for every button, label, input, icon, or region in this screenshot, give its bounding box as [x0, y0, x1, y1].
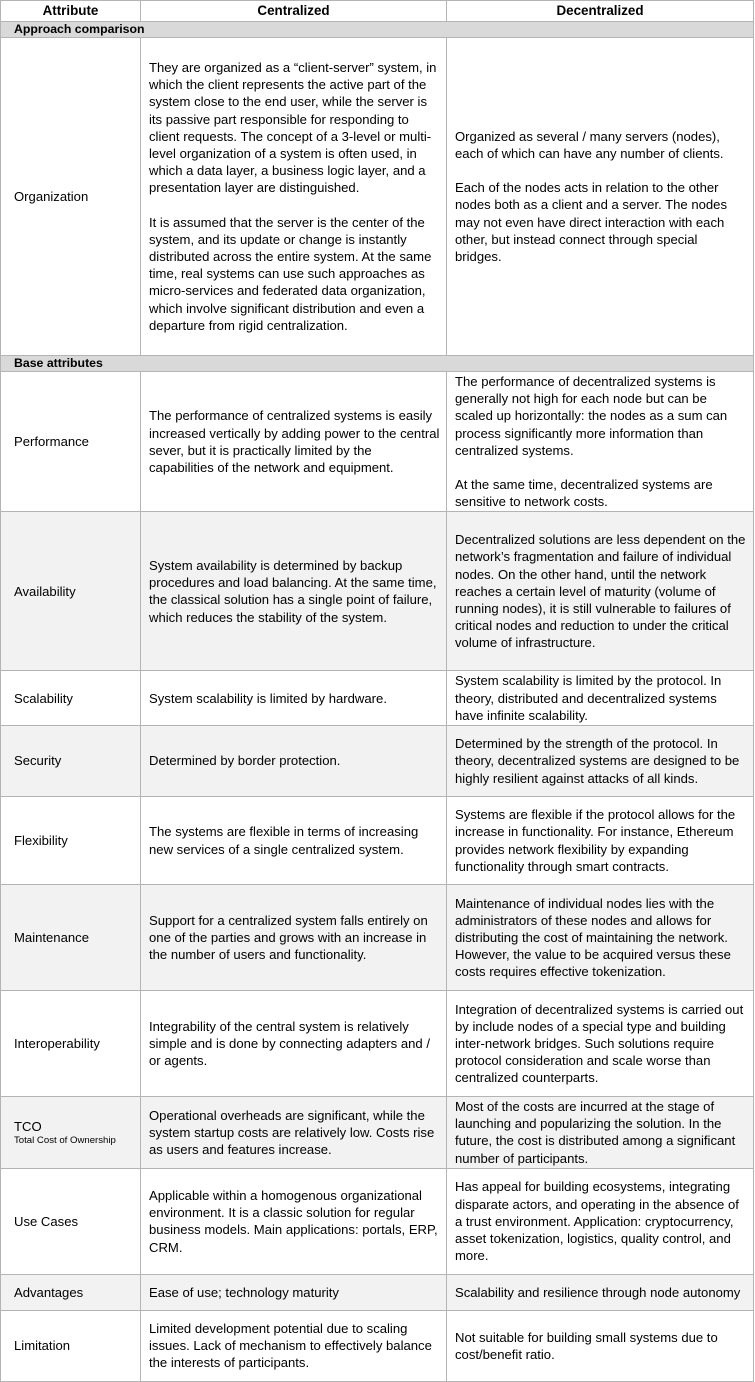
table-row-use-cases [1, 1168, 754, 1274]
centralized-cell: Limited development potential due to scaling issues. Lack of mechanism to effectively balance the interests of participants. [141, 1310, 447, 1381]
decentralized-paragraph: Organized as several / many servers (nodes), each of which can have any number of clients. [455, 128, 724, 161]
row-attribute: Scalability [1, 671, 141, 726]
decentralized-cell: Systems are flexible if the protocol allows for the increase in functionality. For instance, Ethereum provides network flexibility by expanding functionality through smart contracts. [447, 797, 754, 885]
section-title-base: Base attributes [1, 356, 754, 372]
centralized-cell: Integrability of the central system is relatively simple and is done by connecting adapters and / or agents. [141, 991, 447, 1097]
decentralized-cell: Integration of decentralized systems is carried out by include nodes of a special type and building inter-network bridges. Such solutions require protocol consideration and scale worse than centralized counterparts. [447, 991, 754, 1097]
centralized-cell: Ease of use; technology maturity [141, 1274, 447, 1310]
row-attribute: Maintenance [1, 885, 141, 991]
row-attribute-cell [1, 1097, 141, 1169]
centralized-cell: The performance of centralized systems is easily increased vertically by adding power to the central sever, but it is practically limited by the capabilities of the network and equipment. [141, 372, 447, 512]
table-row-advantages [1, 1274, 754, 1310]
section-title-approach: Approach comparison [1, 22, 754, 38]
row-attribute: Security [1, 726, 141, 797]
decentralized-cell: Scalability and resilience through node autonomy [447, 1274, 754, 1310]
centralized-cell: Support for a centralized system falls entirely on one of the parties and grows with an increase in the number of users and functionality. [141, 885, 447, 991]
decentralized-cell: Most of the costs are incurred at the stage of launching and popularizing the solution. In the future, the cost is distributed among a significant number of participants. [447, 1097, 754, 1169]
decentralized-cell [447, 38, 754, 356]
table-row-availability [1, 512, 754, 671]
row-attribute: Advantages [1, 1274, 141, 1310]
table-row-security [1, 726, 754, 797]
centralized-cell: System scalability is limited by hardware. [141, 671, 447, 726]
decentralized-cell: Not suitable for building small systems due to cost/benefit ratio. [447, 1310, 754, 1381]
decentralized-cell: Has appeal for building ecosystems, integrating disparate actors, and operating in the absence of a trust environment. Application: cryptocurrency, asset tokenization, logistics, quality control, and more. [447, 1168, 754, 1274]
row-attribute: Limitation [1, 1310, 141, 1381]
decentralized-paragraph: At the same time, decentralized systems are sensitive to network costs. [455, 477, 713, 510]
centralized-cell: The systems are flexible in terms of increasing new services of a single centralized system. [141, 797, 447, 885]
table-row-limitation [1, 1310, 754, 1381]
decentralized-paragraph: The performance of decentralized systems is generally not high for each node but can be scaled up horizontally: the nodes as a sum can process significantly more information than centralized systems. [455, 374, 728, 458]
table-row-tco [1, 1097, 754, 1169]
table-row-organization [1, 38, 754, 356]
section-row-approach [1, 22, 754, 38]
row-attribute: Performance [1, 372, 141, 512]
table-row-interoperability [1, 991, 754, 1097]
header-row [1, 1, 754, 22]
row-attribute: Availability [1, 512, 141, 671]
centralized-paragraph: They are organized as a “client-server” system, in which the client represents the active part of the system close to the end user, while the server is its passive part responsible for responding to client requests. The concept of a 3-level or multi-level organization of a system is often used, in which a data layer, a business logic layer, and a presentation layer are distinguished. [149, 59, 437, 196]
header-decentralized: Decentralized [447, 1, 754, 22]
header-attribute: Attribute [1, 1, 141, 22]
table-row-maintenance [1, 885, 754, 991]
centralized-paragraph: It is assumed that the server is the center of the system, and its update or change is instantly distributed across the entire system. At the same time, real systems can use such approaches as micro-services and federated data organization, which involve significant distribution and even a departure from rigid centralization. [149, 214, 432, 333]
decentralized-cell: System scalability is limited by the protocol. In theory, distributed and decentralized systems have infinite scalability. [447, 671, 754, 726]
centralized-cell: Determined by border protection. [141, 726, 447, 797]
row-attribute: Flexibility [1, 797, 141, 885]
table-row-flexibility [1, 797, 754, 885]
row-attribute: TCO [14, 1118, 42, 1134]
centralized-cell [141, 38, 447, 356]
centralized-cell: Operational overheads are significant, while the system startup costs are relatively low. Costs rise as users and features increase. [141, 1097, 447, 1169]
decentralized-cell: Decentralized solutions are less dependent on the network’s fragmentation and failure of individual nodes. On the other hand, until the network reaches a certain level of maturity (volume of running nodes), it is still vulnerable to failures of critical nodes and reduction to under the critical volume of infrastructure. [447, 512, 754, 671]
header-centralized: Centralized [141, 1, 447, 22]
row-attribute: Use Cases [1, 1168, 141, 1274]
row-attribute-subtitle: Total Cost of Ownership [14, 1135, 116, 1147]
table-row-scalability [1, 671, 754, 726]
decentralized-cell: Determined by the strength of the protocol. In theory, decentralized systems are designed to be highly resilient against attacks of all kinds. [447, 726, 754, 797]
centralized-cell: System availability is determined by backup procedures and load balancing. At the same time, the classical solution has a single point of failure, which reduces the stability of the system. [141, 512, 447, 671]
decentralized-paragraph: Each of the nodes acts in relation to the other nodes both as a client and a server. The nodes may not even have direct interaction with each other, but instead connect through special bridges. [455, 180, 728, 264]
decentralized-cell: Maintenance of individual nodes lies with the administrators of these nodes and allows for distributing the cost of maintaining the network. However, the value to be acquired versus these costs requires effective tokenization. [447, 885, 754, 991]
row-attribute: Interoperability [1, 991, 141, 1097]
decentralized-cell [447, 372, 754, 512]
centralized-cell: Applicable within a homogenous organizational environment. It is a classic solution for regular business models. Main applications: portals, ERP, CRM. [141, 1168, 447, 1274]
row-attribute: Organization [1, 38, 141, 356]
section-row-base [1, 356, 754, 372]
table-row-performance [1, 372, 754, 512]
